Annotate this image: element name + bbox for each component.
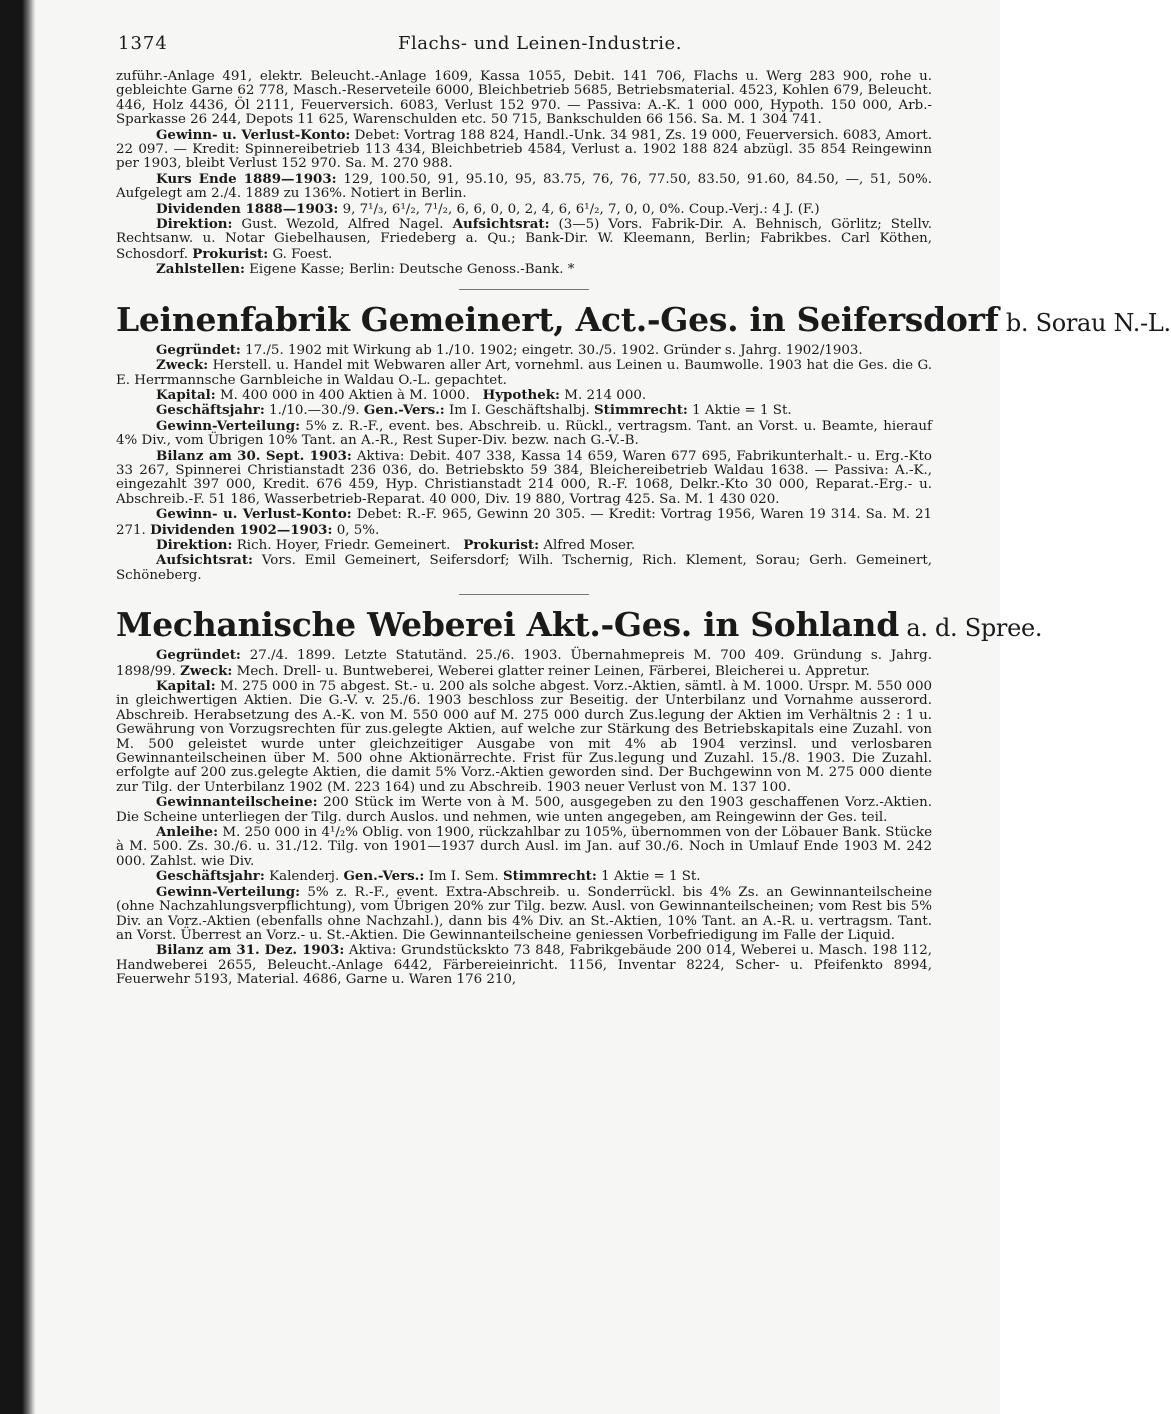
- field-text: (3—5) Vors. Fabrik-Dir. A. Behnisch, Görlitz; Stellv. Rechtsanw. u. Notar Giebelhausen, Friedeberg a. Qu.; Bank-Dir. W. Kleemann, Berlin; Fabrikbes. Carl Köthen, Schosdorf.: [116, 217, 932, 262]
- field-text: M. 275 000 in 75 abgest. St.- u. 200 als solche abgest. Vorz.-Aktien, sämtl. à M. 1000. Urspr. M. 550 000 in gleichwertigen Aktien. Die G.-V. v. 25./6. 1903 beschloss zur Beseitig. der Unterbilanz und Vornahme ausserord. Abschreib. Herabsetzung des A.-K. von M. 550 000 auf M. 275 000 durch Zus.legung der Aktien im Verhältnis 2 : 1 u. Gewährung von Vorzugsrechten für zus.gelegte Aktien, auf welche zur Stärkung des Betriebskapitals eine Zuzahl. von M. 500 geleistet wurde unter gleichzeitiger Ausgabe von mit 4% ab 1904 verzinsl. und verlosbaren Gewinnanteilscheinen über M. 500 ohne Aktionärrechte. Frist für Zus.legung und Zuzahl. 15./8. 1903. Die Zuzahl. erfolgte auf 200 zus.gelegte Aktien, die damit 5% Vorz.-Aktien geworden sind. Der Buchgewinn von M. 275 000 diente zur Tilg. der Unterbilanz 1902 (M. 223 164) und zu Abschreib. 1903 neuer Verlust von M. 137 100.: [116, 679, 932, 795]
- field-label: Gegründet:: [156, 341, 241, 358]
- entry-paragraph: [116, 449, 932, 508]
- field-label: Aufsichtsrat:: [452, 216, 550, 233]
- entry-paragraph: [116, 825, 932, 869]
- page-body: [116, 69, 1171, 988]
- field-text: M. 400 000 in 400 Aktien à M. 1000.: [219, 387, 470, 403]
- entry-paragraph: [116, 679, 932, 795]
- company-location: a. d. Spree.: [898, 614, 1043, 643]
- field-text: Rich. Hoyer, Friedr. Gemeinert.: [236, 537, 451, 553]
- running-title: Flachs- und Leinen-Industrie.: [398, 33, 682, 54]
- field-label: Gegründet:: [156, 647, 241, 664]
- field-label: Kapital:: [156, 678, 216, 694]
- field-label: Dividenden 1902—1903:: [150, 521, 333, 538]
- balance-continuation: zuführ.-Anlage 491, elektr. Beleucht.-Anlage 1609, Kassa 1055, Debit. 141 706, Flachs u. Werg 283 900, rohe u. gebleichte Garne 62 778, Masch.-Reserveteile 6000, Bleichbetrieb 5685, Betriebsmaterial. 4523, Kohlen 679, Beleucht. 446, Holz 4436, Öl 2111, Feuerversich. 6083, Verlust 152 970. — Passiva: A.-K. 1 000 000, Hypoth. 150 000, Arb.-Sparkasse 26 244, Depots 11 625, Warenschulden etc. 50 715, Bankschulden 66 156. Sa. M. 1 304 741.: [116, 69, 932, 128]
- field-label: Gen.-Vers.:: [363, 402, 445, 419]
- entry-paragraph: [116, 202, 932, 217]
- company-heading: [116, 605, 1043, 646]
- entry-paragraph: [116, 343, 932, 358]
- entry-paragraph: [116, 358, 932, 388]
- entry-paragraph: [116, 538, 932, 553]
- field-text: 17./5. 1902 mit Wirkung ab 1./10. 1902; eingetr. 30./5. 1902. Gründer s. Jahrg. 1902/1903.: [245, 342, 863, 358]
- field-text: 27./4. 1899. Letzte Statutänd. 25./6. 1903. Übernahmepreis M. 700 409. Gründung s. Jahrg. 1898/99.: [116, 648, 932, 679]
- field-label: Bilanz am 31. Dez. 1903:: [156, 942, 345, 959]
- page-header: [118, 33, 938, 59]
- field-label: Gen.-Vers.:: [343, 868, 425, 885]
- field-text: 200 Stück im Werte von à M. 500, ausgegeben zu den 1903 geschaffenen Vorz.-Aktien. Die Scheine unterliegen der Tilg. durch Auslos. und nehmen, wie unten angegeben, am Reingewinn der Ges. teil.: [116, 795, 932, 825]
- field-text: 1 Aktie = 1 St.: [692, 403, 792, 419]
- field-label: Gewinnanteilscheine:: [156, 794, 318, 811]
- field-label: Stimmrecht:: [502, 868, 597, 885]
- field-label: Gewinn-Verteilung:: [156, 417, 301, 434]
- field-label: Bilanz am 30. Sept. 1903:: [156, 447, 352, 464]
- field-label: Kurs Ende 1889—1903:: [156, 170, 337, 187]
- field-text: 0, 5%.: [336, 522, 380, 538]
- entry-paragraph: [116, 128, 932, 172]
- book-spine-shadow: [0, 0, 36, 1414]
- entry-paragraph: [116, 507, 932, 538]
- field-text: 5% z. R.-F., event. Extra-Abschreib. u. Sonderrückl. bis 4% Zs. an Gewinnanteilscheine (ohne Nachzahlungsverpflichtung), vom Übrigen 20% zur Tilg. bezw. Ausl. von Gewinnanteilscheinen; vom Rest bis 5% Div. an Vorz.-Aktien (ebenfalls ohne Nachzahl.), dann bis 4% Div. an St.-Aktien, 10% Tant. an A.-R. u. vertragsm. Tant. an Vorst. Überrest an Vorz.- u. St.-Aktien. Die Gewinnanteilscheine geniessen Vorbefriedigung im Falle der Liquid.: [116, 884, 932, 943]
- company-heading: [116, 299, 1171, 341]
- field-text: M. 214 000.: [564, 387, 647, 403]
- field-label: Geschäftsjahr:: [156, 402, 265, 419]
- entry-paragraph: [116, 172, 932, 202]
- company-name: Mechanische Weberei Akt.-Ges. in Sohland: [116, 605, 899, 645]
- field-label: Direktion:: [156, 216, 233, 233]
- page-number: 1374: [118, 33, 168, 54]
- company-name: Leinenfabrik Gemeinert, Act.-Ges. in Seifersdorf: [116, 299, 999, 339]
- field-label: Gewinn- u. Verlust-Konto:: [156, 506, 352, 523]
- company-entry-leinenfabrik: [116, 299, 1171, 584]
- field-text: 5% z. R.-F., event. bes. Abschreib. u. Rückl., vertragsm. Tant. an Vorst. u. Beamte, hierauf 4% Div., vom Übrigen 10% Tant. an A.-R., Rest Super-Div. bezw. nach G.-V.-B.: [116, 418, 932, 449]
- field-text: Eigene Kasse; Berlin: Deutsche Genoss.-Bank. *: [249, 262, 575, 278]
- field-text: Im I. Geschäftshalbj.: [449, 403, 590, 419]
- field-text: 129, 100.50, 91, 95.10, 95, 83.75, 76, 76, 77.50, 83.50, 91.60, 84.50, —, 51, 50%. Aufgelegt am 2./4. 1889 zu 136%. Notiert in Berlin.: [116, 171, 932, 202]
- field-text: M. 250 000 in 4¹/₂% Oblig. von 1900, rückzahlbar zu 105%, übernommen von der Löbauer Bank. Stücke à M. 500. Zs. 30./6. u. 31./12. Tilg. von 1901—1937 durch Ausl. im Jan. auf 30./6. Noch in Umlauf Ende 1903 M. 242 000. Zahlst. wie Div.: [116, 825, 932, 869]
- field-label: Dividenden 1888—1903:: [156, 200, 339, 217]
- previous-entry-continuation: [116, 70, 932, 278]
- field-text: 1 Aktie = 1 St.: [601, 869, 701, 885]
- field-label: Kapital:: [156, 386, 216, 403]
- entry-paragraph: [116, 943, 932, 987]
- field-text: G. Foest.: [272, 246, 333, 262]
- field-text: Mech. Drell- u. Buntweberei, Weberei glatter reiner Leinen, Färberei, Bleicherei u. Appretur.: [236, 663, 870, 679]
- field-label: Prokurist:: [463, 536, 540, 553]
- field-text: Im I. Sem.: [428, 869, 499, 885]
- field-text: 1./10.—30./9.: [269, 403, 360, 419]
- field-label: Gewinn- u. Verlust-Konto:: [156, 126, 351, 143]
- field-text: Alfred Moser.: [543, 537, 636, 553]
- entry-paragraph: [116, 553, 932, 583]
- entry-paragraph: [116, 262, 932, 277]
- field-label: Zweck:: [156, 357, 209, 374]
- entry-paragraph: [116, 795, 932, 825]
- field-text: Vors. Emil Gemeinert, Seifersdorf; Wilh. Tschernig, Rich. Klement, Sorau; Gerh. Gemeinert, Schöneberg.: [116, 553, 932, 583]
- field-text: Debet: Vortrag 188 824, Handl.-Unk. 34 981, Zs. 19 000, Feuerversich. 6083, Amort. 22 097. — Kredit: Spinnereibetrieb 113 434, Bleichbetrieb 4584, Verlust a. 1902 188 824 abzügl. 35 854 Reingewinn per 1903, bleibt Verlust 152 970. Sa. M. 270 988.: [116, 127, 933, 172]
- section-divider: [459, 289, 589, 290]
- field-text: Herstell. u. Handel mit Webwaren aller Art, vornehml. aus Leinen u. Baumwolle. 1903 hat die Ges. die G. E. Herrmannsche Garnbleiche in Waldau O.-L. gepachtet.: [116, 358, 932, 388]
- field-text: Kalenderj.: [269, 869, 340, 885]
- field-label: Geschäftsjahr:: [156, 868, 265, 885]
- field-label: Zahlstellen:: [156, 261, 245, 278]
- field-text: 9, 7¹/₃, 6¹/₂, 7¹/₂, 6, 6, 0, 0, 2, 4, 6, 6¹/₂, 7, 0, 0, 0%. Coup.-Verj.: 4 J. (F.): [342, 201, 820, 217]
- field-label: Aufsichtsrat:: [156, 552, 253, 569]
- company-entry-weberei: [116, 605, 1043, 988]
- field-text: Gust. Wezold, Alfred Nagel.: [241, 217, 444, 233]
- field-text: Aktiva: Debit. 407 338, Kassa 14 659, Waren 677 695, Fabrikunterhalt.- u. Erg.-Kto 33 267, Spinnerei Christianstadt 236 036, do. Betriebskto 59 384, Bleichereibetrieb Waldau 1638. — Passiva: A.-K., eingezahlt 397 000, Kredit. 676 459, Hyp. Christianstadt 214 000, R.-F. 1068, Delkr.-Kto 30 000, Reparat.-Erg.- u. Abschreib.-F. 51 186, Wasserbetrieb-Reparat. 40 000, Div. 19 880, Vortrag 425. Sa. M. 1 430 020.: [116, 448, 932, 507]
- entry-paragraph: [116, 217, 932, 262]
- field-label: Stimmrecht:: [594, 402, 688, 419]
- entry-paragraph: [116, 869, 932, 884]
- field-text: Debet: R.-F. 965, Gewinn 20 305. — Kredit: Vortrag 1956, Waren 19 314. Sa. M. 21 271.: [116, 507, 933, 538]
- field-label: Zweck:: [180, 662, 233, 679]
- field-label: Hypothek:: [482, 386, 560, 403]
- entry-paragraph: [116, 648, 932, 679]
- entry-paragraph: [116, 419, 932, 449]
- field-text: Aktiva: Grundstückskto 73 848, Fabrikgebäude 200 014, Weberei u. Masch. 198 112, Handweberei 2655, Beleucht.-Anlage 6442, Färbereieinricht. 1156, Inventar 8224, Scher- u. Pfeifenkto 8994, Feuerwehr 5193, Material. 4686, Garne u. Waren 176 210,: [116, 943, 932, 988]
- field-label: Gewinn-Verteilung:: [156, 883, 301, 900]
- entry-paragraph: [116, 885, 932, 944]
- entry-paragraph: [116, 388, 932, 403]
- company-location: b. Sorau N.-L.: [998, 308, 1171, 337]
- field-label: Anleihe:: [156, 824, 219, 841]
- field-label: Prokurist:: [192, 245, 269, 262]
- entry-paragraph: [116, 403, 932, 418]
- field-label: Direktion:: [156, 536, 233, 553]
- section-divider: [459, 594, 589, 595]
